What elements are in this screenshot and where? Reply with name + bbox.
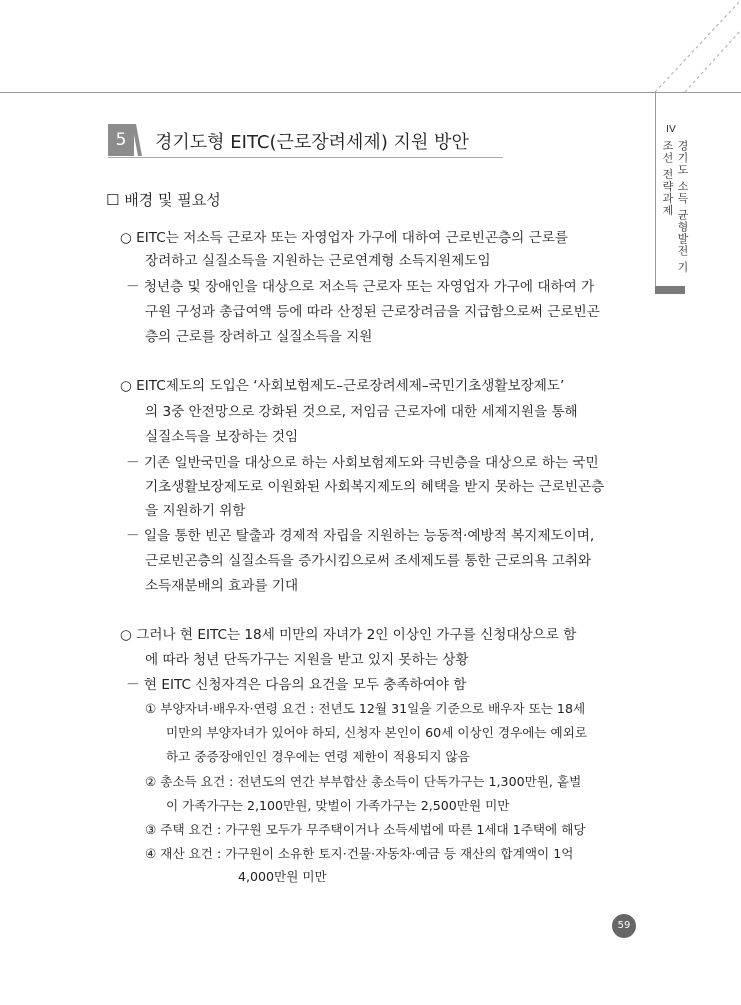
numbered-item: ④ 재산 요건 : 가구원이 소유한 토지·건물·자동차·예금 등 재산의 합계액이 1억: [145, 846, 574, 861]
title-underline: [108, 157, 503, 158]
title-slash-decoration: [132, 124, 142, 156]
bullet-circle: ○ EITC는 저소득 근로자 또는 자영업자 가구에 대하여 근로빈곤층의 근로를: [120, 230, 569, 246]
bullet-dash: － 청년층 및 장애인을 대상으로 저소득 근로자 또는 자영업자 가구에 대하여 가: [126, 279, 595, 295]
text-line: 기초생활보장제도로 이원화된 사회복지제도의 혜택을 받지 못하는 근로빈곤층: [145, 479, 605, 495]
text-line: 소득재분배의 효과를 기대: [145, 578, 299, 594]
text-line: 근로빈곤층의 실질소득을 증가시킴으로써 조세제도를 통한 근로의욕 고취와: [145, 553, 592, 569]
bullet-dash: － 현 EITC 신청자격은 다음의 요건을 모두 충족하여야 함: [126, 677, 467, 693]
bullet-dash: － 기존 일반국민을 대상으로 하는 사회보험제도와 극빈층을 대상으로 하는 국민: [126, 455, 599, 471]
text-line: 장려하고 실질소득을 지원하는 근로연계형 소득지원제도임: [145, 253, 491, 269]
text-line: 층의 근로를 장려하고 실질소득을 지원: [145, 329, 373, 345]
text-line: 구원 구성과 총급여액 등에 따라 산정된 근로장려금을 지급함으로써 근로빈곤: [145, 304, 600, 320]
chapter-number: IV: [666, 124, 676, 135]
text-line: 4,000만원 미만: [238, 869, 327, 884]
section-title: 경기도형 EITC(근로장려세제) 지원 방안: [155, 132, 469, 153]
bullet-dash: － 일을 통한 빈곤 탈출과 경제적 자립을 지원하는 능동적·예방적 복지제도이며,: [126, 528, 595, 544]
chapter-title: 경기도 소득 균형발전 기조선 전략과제: [661, 140, 689, 274]
numbered-item: ③ 주택 요건 : 가구원 모두가 무주택이거나 소득세법에 따른 1세대 1주택에 해당: [145, 822, 586, 837]
text-line: 미만의 부양자녀가 있어야 하되, 신청자 본인이 60세 이상인 경우에는 예외로: [166, 725, 588, 740]
bullet-circle: ○ 그러나 현 EITC는 18세 미만의 자녀가 2인 이상인 가구를 신청대상으로 함: [120, 627, 577, 643]
text-line: 에 따라 청년 단독가구는 지원을 받고 있지 못하는 상황: [145, 652, 469, 668]
text-line: 이 가족가구는 2,100만원, 맞벌이 가족가구는 2,500만원 미만: [166, 798, 510, 813]
section-number: 5: [108, 124, 134, 156]
numbered-item: ② 총소득 요건 : 전년도의 연간 부부합산 총소득이 단독가구는 1,300만원, 홑벌: [145, 774, 582, 789]
numbered-item: ① 부양자녀·배우자·연령 요건 : 전년도 12월 31일을 기준으로 배우자 또는 18세: [145, 701, 586, 716]
bullet-circle: ○ EITC제도의 도입은 ‘사회보험제도–근로장려세제–국민기초생활보장제도’: [120, 378, 565, 394]
page-number: 59: [612, 914, 636, 938]
text-line: 을 지원하기 위함: [145, 503, 246, 519]
text-line: 의 3중 안전망으로 강화된 것으로, 저임금 근로자에 대한 세제지원을 통해: [145, 404, 578, 420]
text-line: 실질소득을 보장하는 것임: [145, 429, 299, 445]
text-line: 하고 중증장애인인 경우에는 연령 제한이 적용되지 않음: [166, 749, 470, 764]
section-heading: ☐ 배경 및 필요성: [106, 191, 221, 209]
chapter-marker: [655, 286, 685, 294]
